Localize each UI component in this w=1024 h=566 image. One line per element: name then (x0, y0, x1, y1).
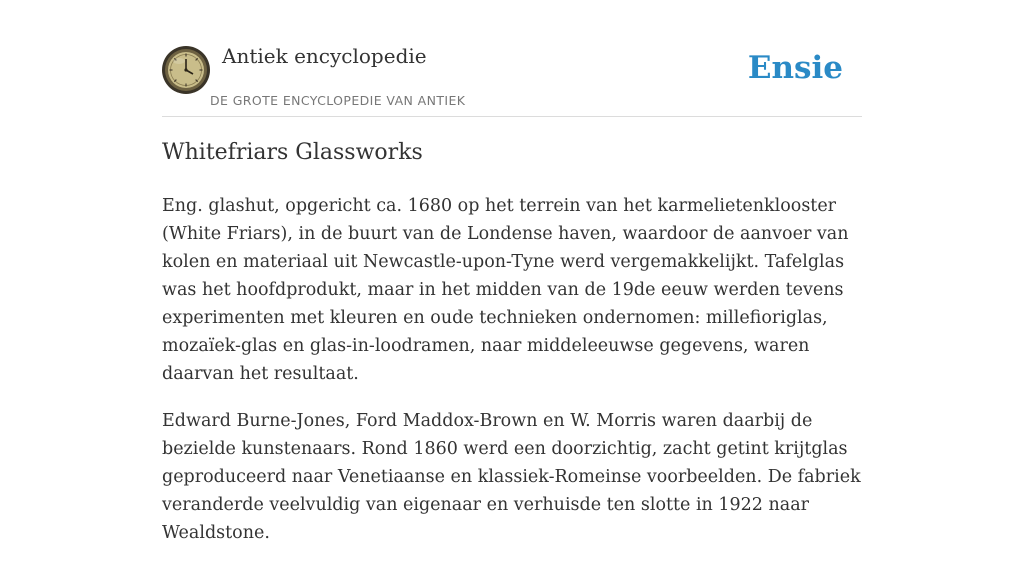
article-paragraph: Eng. glashut, opgericht ca. 1680 op het terrein van het karmelietenklooster (White Friars), in de buurt van de Londense haven, waardoor de aanvoer van kolen en materiaal uit Newcastle-upon-Tyne werd vergemakkelijkt. Tafelglas was het hoofdprodukt, maar in het midden van de 19de eeuw werden tevens experimenten met kleuren en oude technieken ondernomen: millefioriglas, mozaïek-glas en glas-in-loodramen, naar middeleeuwse gegevens, waren daarvan het resultaat. (162, 196, 849, 384)
article-title: Whitefriars Glassworks (162, 140, 423, 165)
brand-logo[interactable]: Ensie (747, 50, 843, 86)
clock-icon[interactable] (162, 46, 210, 94)
site-subtitle: DE GROTE ENCYCLOPEDIE VAN ANTIEK (210, 93, 466, 108)
site-title[interactable]: Antiek encyclopedie (222, 44, 427, 68)
site-header (162, 0, 862, 117)
article-paragraph: Edward Burne-Jones, Ford Maddox-Brown en W. Morris waren daarbij de bezielde kunstenaars. Rond 1860 werd een doorzichtig, zacht getint krijtglas geproduceerd naar Venetiaanse en klassiek-Romeinse voorbeelden. De fabriek veranderde veelvuldig van eigenaar en verhuisde ten slotte in 1922 naar Wealdstone. (162, 411, 861, 543)
article-body (162, 192, 862, 566)
